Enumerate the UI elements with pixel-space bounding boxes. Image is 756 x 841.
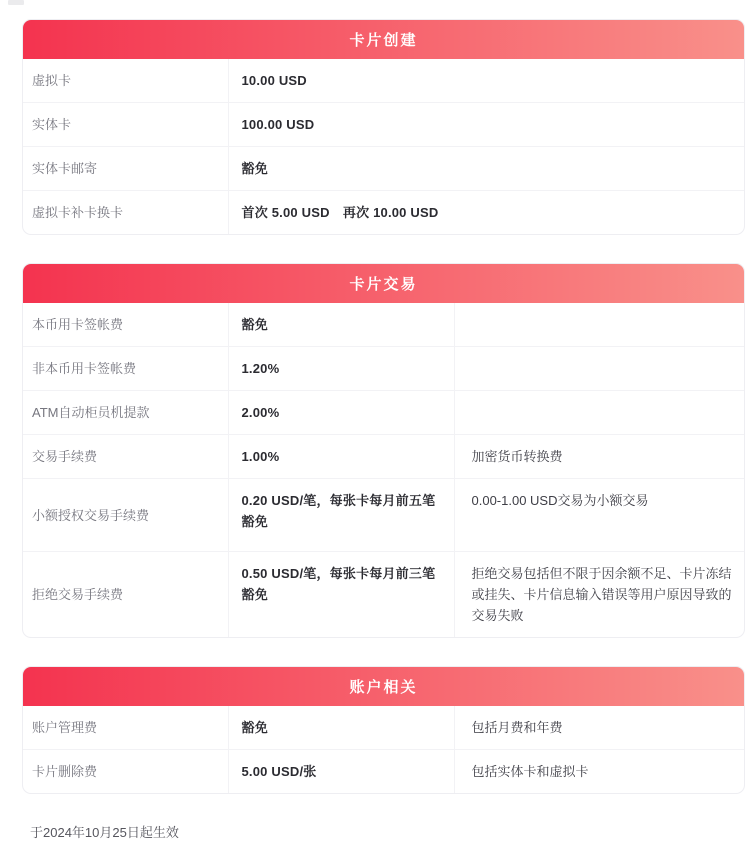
row-label: 账户管理费 <box>23 706 228 750</box>
row-note: 0.00-1.00 USD交易为小额交易 <box>454 479 744 552</box>
row-value: 5.00 USD/张 <box>228 750 454 794</box>
fee-table-card-creation <box>23 59 744 234</box>
row-note: 包括月费和年费 <box>471 720 563 735</box>
row-label: 实体卡 <box>23 103 228 147</box>
row-note: 拒绝交易包括但不限于因余额不足、卡片冻结或挂失、卡片信息输入错误等用户原因导致的交易失败 <box>454 552 744 638</box>
table-row <box>23 147 744 191</box>
table-row <box>23 552 744 638</box>
fee-table-account <box>23 706 744 793</box>
row-value: 0.50 USD/笔，每张卡每月前三笔豁免 <box>228 552 454 638</box>
row-value: 豁免 <box>228 147 744 191</box>
table-row <box>23 479 744 552</box>
fee-section-card-transactions <box>22 263 745 638</box>
table-row <box>23 391 744 435</box>
section-title: 卡片交易 <box>349 276 418 293</box>
row-note <box>454 391 744 435</box>
table-row <box>23 435 744 479</box>
row-value: 1.20% <box>228 347 454 391</box>
row-value: 2.00% <box>228 391 454 435</box>
section-header-card-creation <box>23 20 744 59</box>
table-row <box>23 706 744 750</box>
row-label: 拒绝交易手续费 <box>23 552 228 638</box>
row-note: 包括实体卡和虚拟卡 <box>454 750 744 794</box>
row-note <box>454 347 744 391</box>
row-label: 本币用卡签帐费 <box>23 303 228 347</box>
fee-table-card-transactions <box>23 303 744 637</box>
row-label: 虚拟卡补卡换卡 <box>23 191 228 235</box>
row-label: ATM自动柜员机提款 <box>23 391 228 435</box>
cropped-text-artifact <box>8 0 24 5</box>
table-row <box>23 103 744 147</box>
row-label: 实体卡邮寄 <box>23 147 228 191</box>
row-value: 100.00 USD <box>228 103 744 147</box>
fee-section-card-creation <box>22 19 745 235</box>
row-value: 1.00% <box>228 435 454 479</box>
row-value: 0.20 USD/笔，每张卡每月前五笔豁免 <box>228 479 454 552</box>
row-label: 卡片删除费 <box>23 750 228 794</box>
row-value: 豁免 <box>228 706 454 750</box>
row-note <box>454 303 744 347</box>
table-row <box>23 750 744 794</box>
row-label: 虚拟卡 <box>23 59 228 103</box>
table-row <box>23 191 744 235</box>
table-row <box>23 59 744 103</box>
row-label: 交易手续费 <box>23 435 228 479</box>
row-value: 首次 5.00 USD 再次 10.00 USD <box>228 191 744 235</box>
row-value: 10.00 USD <box>241 73 307 88</box>
row-value: 豁免 <box>228 303 454 347</box>
section-header-account <box>23 667 744 706</box>
table-row <box>23 303 744 347</box>
effective-date-note: 于2024年10月25日起生效 <box>30 825 179 840</box>
section-title: 账户相关 <box>349 679 418 696</box>
row-note: 加密货币转换费 <box>454 435 744 479</box>
row-label: 小额授权交易手续费 <box>23 479 228 552</box>
fee-section-account <box>22 666 745 794</box>
table-row <box>23 347 744 391</box>
row-label: 非本币用卡签帐费 <box>23 347 228 391</box>
section-header-card-transactions <box>23 264 744 303</box>
section-title: 卡片创建 <box>349 32 418 49</box>
